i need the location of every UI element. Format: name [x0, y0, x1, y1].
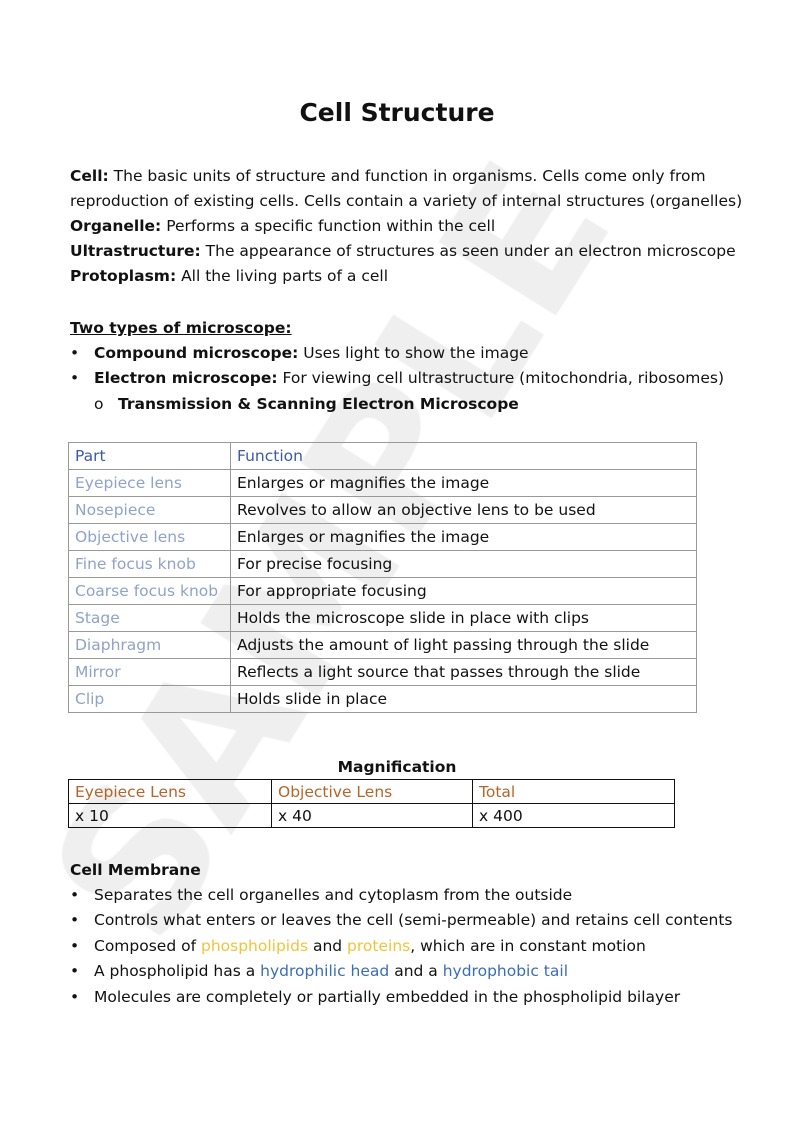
item-text: Composed of: [94, 937, 201, 955]
table-row: [69, 578, 697, 605]
value-cell: x 400: [473, 804, 675, 828]
function-cell: Enlarges or magnifies the image: [231, 524, 697, 551]
table-row: [69, 470, 697, 497]
term: Organelle:: [70, 217, 162, 235]
sub-bullet-icon: o: [94, 395, 104, 413]
membrane-item: [70, 910, 733, 930]
definition-text: The appearance of structures as seen under an electron microscope: [200, 242, 736, 260]
header-cell: Objective Lens: [272, 780, 473, 804]
magnification-table: [68, 779, 675, 828]
table-row: [69, 686, 697, 713]
bullet-icon: •: [70, 886, 80, 904]
table-header-row: [69, 443, 697, 470]
bullet-icon: •: [70, 937, 80, 955]
bullet-icon: •: [70, 988, 80, 1006]
highlight-hydrophilic: hydrophilic head: [260, 962, 390, 980]
header-cell: Part: [69, 443, 231, 470]
part-cell: Nosepiece: [69, 497, 231, 524]
table-row: [69, 804, 675, 828]
table-row: [69, 632, 697, 659]
table-row: [69, 605, 697, 632]
term: Electron microscope:: [94, 369, 278, 387]
definition-cell-cont: reproduction of existing cells. Cells contain a variety of internal structures (organelles): [70, 192, 743, 210]
table-row: [69, 551, 697, 578]
function-cell: Reflects a light source that passes through the slide: [231, 659, 697, 686]
microscope-heading: Two types of microscope:: [70, 319, 292, 337]
bullet-icon: •: [70, 962, 80, 980]
definition-text: The basic units of structure and function in organisms. Cells come only from: [108, 167, 706, 185]
microscope-parts-table: [68, 442, 697, 713]
item-text: Separates the cell organelles and cytoplasm from the outside: [94, 886, 573, 904]
definition-text: All the living parts of a cell: [176, 267, 389, 285]
definition-ultrastructure: [70, 241, 736, 261]
header-cell: Total: [473, 780, 675, 804]
item-text: , which are in constant motion: [410, 937, 646, 955]
membrane-item: [70, 885, 573, 905]
highlight-proteins: proteins: [347, 937, 411, 955]
microscope-item: [70, 343, 529, 363]
item-text: and: [308, 937, 348, 955]
part-cell: Clip: [69, 686, 231, 713]
part-cell: Coarse focus knob: [69, 578, 231, 605]
function-cell: Holds the microscope slide in place with clips: [231, 605, 697, 632]
bullet-icon: •: [70, 911, 80, 929]
item-text: A phospholipid has a: [94, 962, 261, 980]
table-header-row: [69, 780, 675, 804]
magnification-caption: Magnification: [337, 758, 457, 776]
function-cell: For appropriate focusing: [231, 578, 697, 605]
definition-text: Performs a specific function within the cell: [161, 217, 496, 235]
part-cell: Diaphragm: [69, 632, 231, 659]
definition-cell: [70, 166, 706, 186]
bullet-icon: •: [70, 369, 80, 387]
value-cell: x 40: [272, 804, 473, 828]
part-cell: Stage: [69, 605, 231, 632]
definition-organelle: [70, 216, 495, 236]
definition-protoplasm: [70, 266, 388, 286]
item-text: For viewing cell ultrastructure (mitochondria, ribosomes): [277, 369, 725, 387]
item-text: Transmission & Scanning Electron Microscope: [118, 395, 519, 413]
part-cell: Objective lens: [69, 524, 231, 551]
function-cell: Holds slide in place: [231, 686, 697, 713]
item-text: Uses light to show the image: [298, 344, 529, 362]
header-cell: Function: [231, 443, 697, 470]
item-text: Molecules are completely or partially embedded in the phospholipid bilayer: [94, 988, 681, 1006]
table-row: [69, 497, 697, 524]
membrane-heading: Cell Membrane: [70, 861, 201, 879]
part-cell: Eyepiece lens: [69, 470, 231, 497]
term: Cell:: [70, 167, 109, 185]
part-cell: Fine focus knob: [69, 551, 231, 578]
bullet-icon: •: [70, 344, 80, 362]
page-title: Cell Structure: [299, 98, 495, 127]
term: Compound microscope:: [94, 344, 299, 362]
function-cell: Adjusts the amount of light passing through the slide: [231, 632, 697, 659]
membrane-item: [70, 961, 568, 981]
item-text: Controls what enters or leaves the cell (semi-permeable) and retains cell contents: [94, 911, 733, 929]
function-cell: Revolves to allow an objective lens to be used: [231, 497, 697, 524]
highlight-phospholipids: phospholipids: [200, 937, 309, 955]
value-cell: x 10: [69, 804, 272, 828]
header-cell: Eyepiece Lens: [69, 780, 272, 804]
part-cell: Mirror: [69, 659, 231, 686]
membrane-item: [70, 987, 681, 1007]
table-row: [69, 524, 697, 551]
microscope-item: [70, 368, 725, 388]
item-text: and a: [389, 962, 443, 980]
microscope-subitem: [94, 394, 519, 414]
table-row: [69, 659, 697, 686]
term: Protoplasm:: [70, 267, 177, 285]
highlight-hydrophobic: hydrophobic tail: [442, 962, 568, 980]
function-cell: For precise focusing: [231, 551, 697, 578]
membrane-item: [70, 936, 646, 956]
function-cell: Enlarges or magnifies the image: [231, 470, 697, 497]
term: Ultrastructure:: [70, 242, 201, 260]
